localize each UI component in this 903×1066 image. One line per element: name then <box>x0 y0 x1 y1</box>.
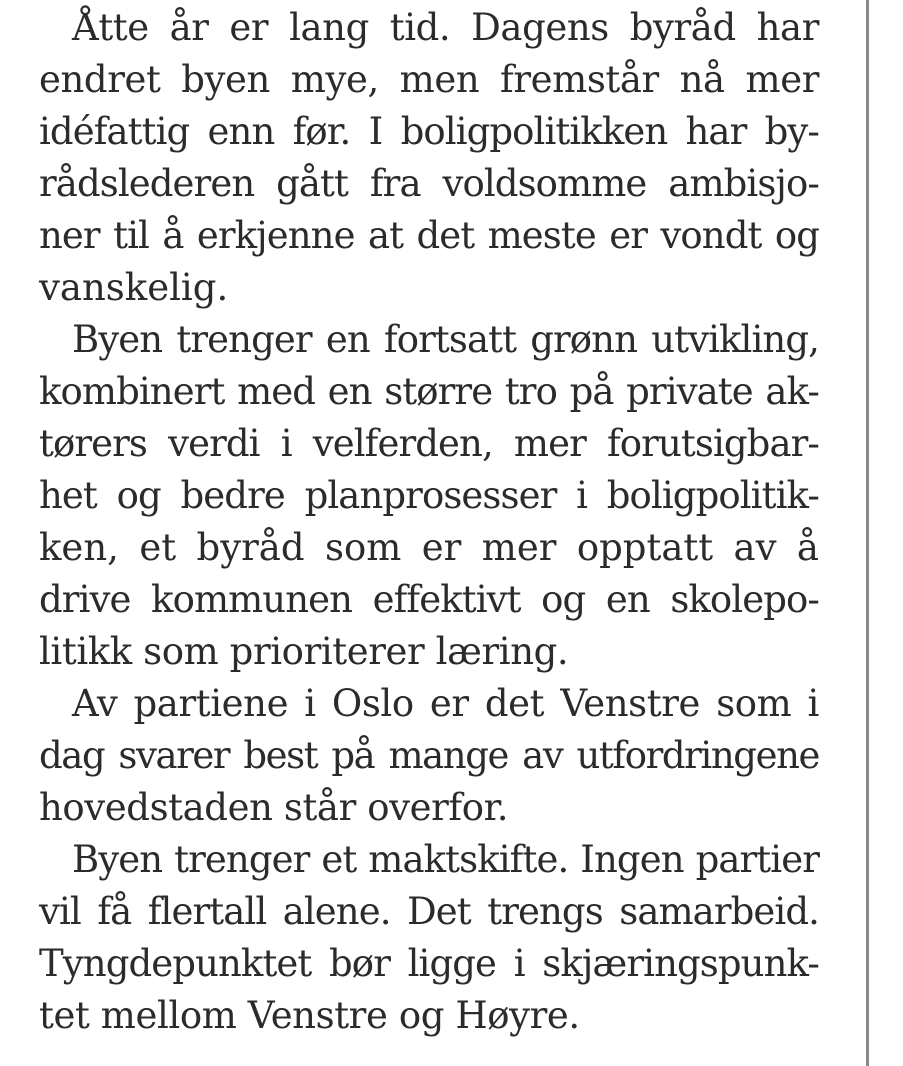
paragraph-4 <box>39 834 819 1042</box>
paragraph-1 <box>39 2 819 314</box>
text-line: vanskelig. <box>39 266 229 309</box>
column-divider <box>866 0 869 1066</box>
text-line: idéfattig enn før. I boligpolitikken har by- <box>39 110 819 153</box>
text-line: vil få flertall alene. Det trengs samarbeid. <box>39 890 819 933</box>
text-line: het og bedre planprosesser i boligpolitik- <box>39 474 819 517</box>
paragraph-2 <box>39 314 819 678</box>
paragraph-3 <box>39 678 819 834</box>
text-line: rådslederen gått fra voldsomme ambisjo- <box>39 162 819 205</box>
text-line: Byen trenger en fortsatt grønn utvikling, <box>72 318 819 361</box>
text-line: dag svarer best på mange av utfordringene <box>39 734 819 777</box>
text-line: tet mellom Venstre og Høyre. <box>39 994 580 1037</box>
text-line: litikk som prioriterer læring. <box>39 630 569 673</box>
text-line: kombinert med en større tro på private ak- <box>39 370 819 413</box>
text-line: hovedstaden står overfor. <box>39 786 509 829</box>
text-line: endret byen mye, men fremstår nå mer <box>39 58 819 101</box>
text-line: Av partiene i Oslo er det Venstre som i <box>72 682 819 725</box>
text-line: tørers verdi i velferden, mer forutsigbar- <box>39 422 819 465</box>
text-line: ken, et byråd som er mer opptatt av å <box>39 526 819 569</box>
text-line: ner til å erkjenne at det meste er vondt og <box>39 214 819 257</box>
text-line: Byen trenger et maktskifte. Ingen partier <box>72 838 819 881</box>
text-line: Tyngdepunktet bør ligge i skjæringspunk- <box>39 942 819 985</box>
text-line: Åtte år er lang tid. Dagens byråd har <box>72 6 819 49</box>
text-line: drive kommunen effektivt og en skolepo- <box>39 578 819 621</box>
